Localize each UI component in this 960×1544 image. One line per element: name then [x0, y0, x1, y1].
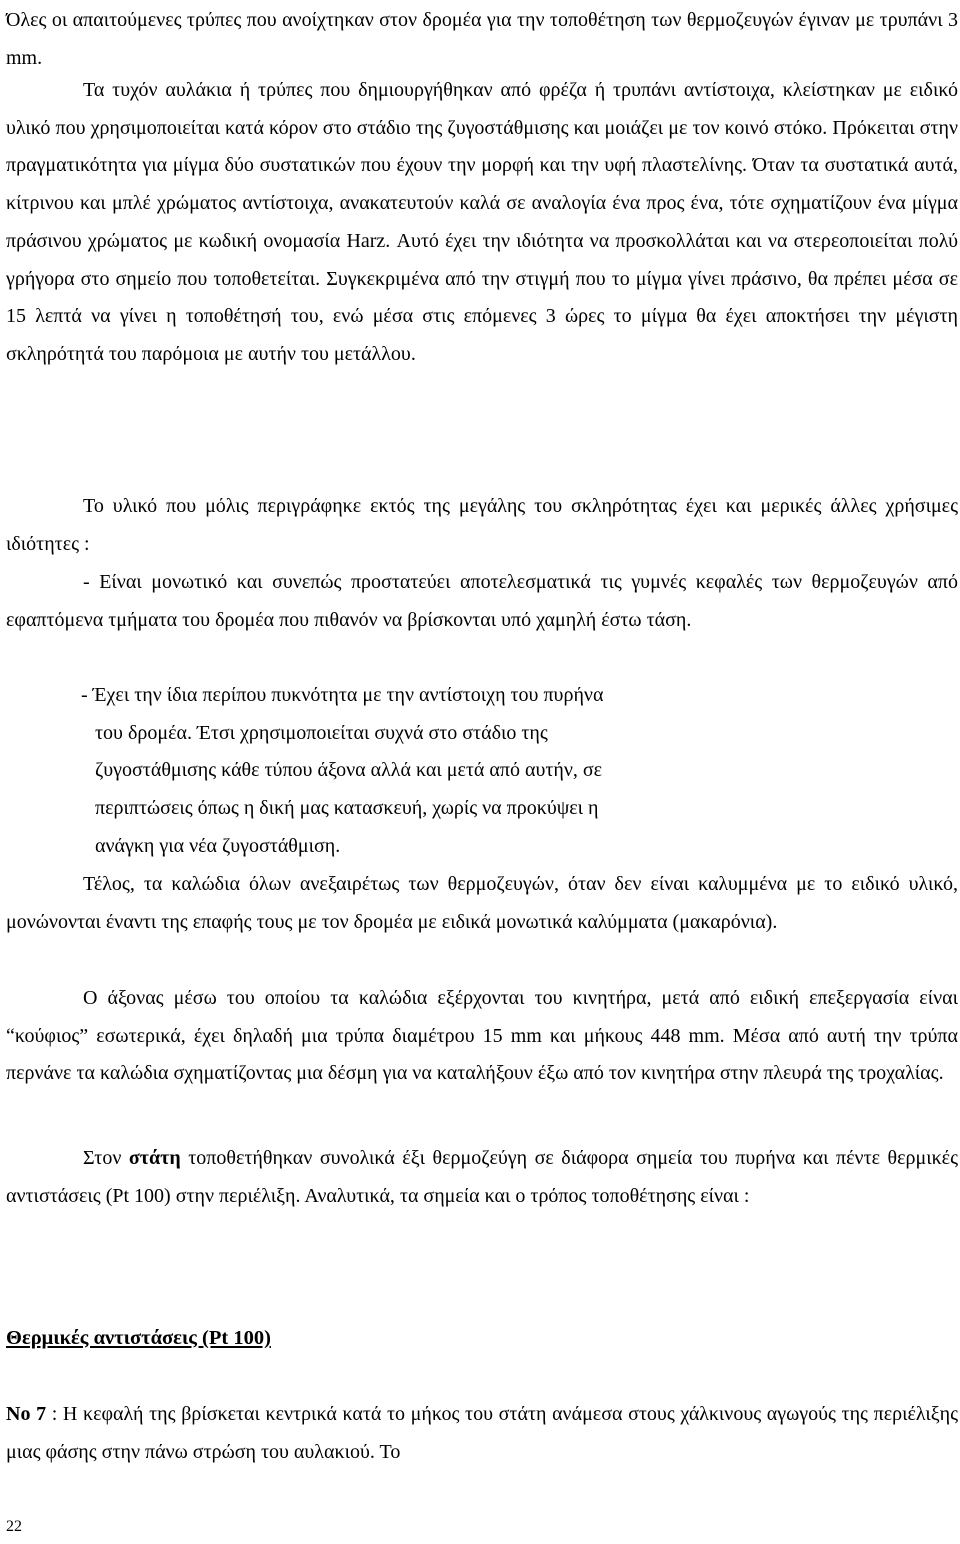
paragraph-hollow-shaft: Ο άξονας μέσω του οποίου τα καλώδια εξέρχονται του κινητήρα, μετά από ειδική επεξεργασία είναι “κούφιος” εσωτερικά, έχει δηλαδή μια τρύπα διαμέτρου 15 mm και μήκους 448 mm. Μέσα από αυτή την τρύπα περνάνε τα καλώδια σχηματίζοντας μια δέσμη για να καταλήξουν έξω από τον κινητήρα στην πλευρά της τροχαλίας.: [6, 987, 958, 1085]
stator-emphasis: στάτη: [128, 1147, 181, 1169]
density-line-4: περιπτώσεις όπως η δική μας κατασκευή, χωρίς να προκύψει η: [95, 797, 599, 820]
density-line-5: ανάγκη για νέα ζυγοστάθμιση.: [95, 834, 341, 857]
paragraph-cable-insulation: Τέλος, τα καλώδια όλων ανεξαιρέτως των θερμοζευγών, όταν δεν είναι καλυμμένα με το ειδικό υλικό, μονώνονται έναντι της επαφής τους με τον δρομέα με ειδικά μονωτικά καλύμματα (μακαρόνια).: [6, 873, 958, 933]
paragraph-insulating-property: - Είναι μονωτικό και συνεπώς προστατεύει αποτελεσματικά τις γυμνές κεφαλές των θερμοζευγών από εφαπτόμενα τμήματα του δρομέα που πιθανόν να βρίσκονται υπό χαμηλή έστω τάση.: [6, 571, 958, 631]
paragraph-drill-holes: Όλες οι απαιτούμενες τρύπες που ανοίχτηκαν στον δρομέα για την τοποθέτηση των θερμοζευγών έγιναν με τρυπάνι 3 mm.: [6, 9, 958, 69]
density-line-3: ζυγοστάθμισης κάθε τύπου άξονα αλλά και μετά από αυτήν, σε: [95, 759, 603, 782]
paragraph-harz-material: Τα τυχόν αυλάκια ή τρύπες που δημιουργήθηκαν από φρέζα ή τρυπάνι αντίστοιχα, κλείστηκαν με ειδικό υλικό που χρησιμοποιείται κατά κόρον στο στάδιο της ζυγοστάθμισης και μοιάζει με τον κοινό στόκο. Πρόκειται στην πραγματικότητα για μίγμα δύο συστατικών που έχουν την μορφή και την υφή πλαστελίνης. Όταν τα συστατικά αυτά, κίτρινου και μπλέ χρώματος αντίστοιχα, ανακατευτούν καλά σε αναλογία ένα προς ένα, τότε σχηματίζουν ένα μίγμα πράσινου χρώματος με κωδική ονομασία Harz. Αυτό έχει την ιδιότητα να προσκολλάται και να στερεοποιείται πολύ γρήγορα στο σημείο που τοποθετείται. Συγκεκριμένα από την στιγμή που το μίγμα γίνει πράσινο, θα πρέπει μέσα σε 15 λεπτά να γίνει η τοποθέτησή του, ενώ μέσα στις επόμενες 3 ώρες το μίγμα θα έχει αποκτήσει την μέγιστη σκληρότητά του παρόμοια με αυτήν του μετάλλου.: [6, 79, 958, 365]
paragraph-stator-sensors: Στον στάτη τοποθετήθηκαν συνολικά έξι θερμοζεύγη σε διάφορα σημεία του πυρήνα και πέντε θερμικές αντιστάσεις (Pt 100) στην περιέλιξη. Αναλυτικά, τα σημεία και ο τρόπος τοποθέτησης είναι :: [6, 1147, 959, 1207]
section-heading: Θερμικές αντιστάσεις (Pt 100): [6, 1327, 271, 1349]
density-line-2: του δρομέα. Έτσι χρησιμοποιείται συχνά στο στάδιο της: [95, 721, 548, 744]
paragraph-material-properties: Το υλικό που μόλις περιγράφηκε εκτός της μεγάλης του σκληρότητας έχει και μερικές άλλες χρήσιμες ιδιότητες :: [6, 495, 958, 555]
list-item-density-property: [81, 677, 801, 866]
page-number: 22: [6, 1518, 22, 1535]
item-no7-label: Νο 7: [6, 1403, 47, 1425]
paragraph-item-no7: Νο 7 : Η κεφαλή της βρίσκεται κεντρικά κατά το μήκος του στάτη ανάμεσα στους χάλκινους αγωγούς της περιέλιξης μιας φάσης στην πάνω στρώση του αυλακιού. Το: [6, 1403, 958, 1463]
density-line-1: - Έχει την ίδια περίπου πυκνότητα με την αντίστοιχη του πυρήνα: [81, 684, 604, 706]
